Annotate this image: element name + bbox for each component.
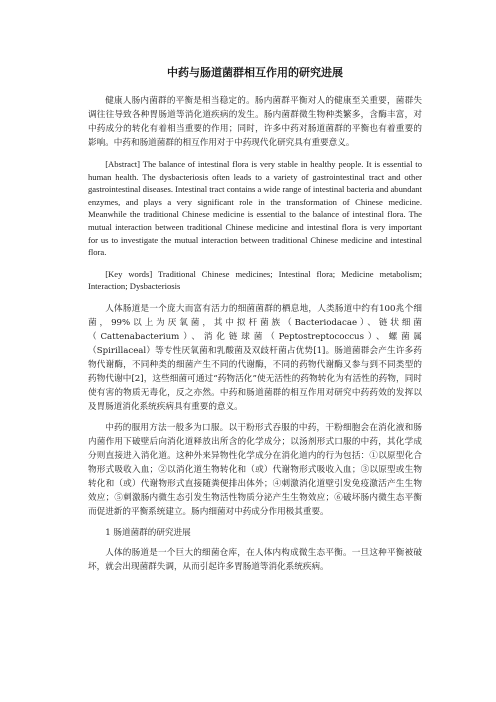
section-heading-1: 1 肠道菌群的研究进展: [105, 527, 191, 538]
body-text: [88, 302, 422, 519]
abstract-english: [Abstract] The balance of intestinal flora is very stable in healthy people. It is essential to human health. The dysbacteriosis often leads to a variety of gastrointestinal tract and other gastrointestinal diseases. Intestinal tract contains a wide range of intestinal bacteria and abundant enzymes, and plays a very significant role in the transformation of Chinese medicine. Meanwhile the traditional Chinese medicine is essential to the balance of intestinal flora. The mutual interaction between traditional Chinese medicine and intestinal flora is very important for us to investigate the mutual interaction between traditional Chinese medicine and intestinal flora.: [88, 159, 422, 258]
abstract-chinese: 健康人肠内菌群的平衡是相当稳定的。肠内菌群平衡对人的健康至关重要，菌群失调往往导致各种胃肠道等消化道疾病的发生。肠内菌群微生物种类繁多，含酶丰富，对中药成分的转化有着相当重要的作用；同时，许多中药对肠道菌群的平衡也有着重要的影响。中药和肠道菌群的相互作用对于中药现代化研究具有重要意义。: [88, 96, 422, 148]
keywords-english: [Key words] Traditional Chinese medicines; Intestinal flora; Medicine metabolism; Interaction; Dysbacteriosis: [88, 268, 422, 292]
body-paragraph-1: 人体肠道是一个庞大而富有活力的细菌菌群的栖息地，人类肠道中约有100兆个细菌，99%以上为厌氧菌，其中拟杆菌族（Bacteriodacae）、链状细菌（Cattenabacterium）、消化链球菌（Peptostreptococcus）、螺菌属（Spirillaceal）等专性厌氧菌和乳酸菌及双歧杆菌占优势[1]。肠道菌群会产生许多药物代谢酶，不同种类的细菌产生不同的代谢酶，不同的药物代谢酶又参与到不同类型的药物代谢中[2]，这些细菌可通过“药物活化”使无活性的药物转化为有活性的药物，同时使有害的物质无毒化，反之亦然。中药和肠道菌群的相互作用对研究中药药效的发挥以及胃肠道消化系统疾病具有重要的意义。: [88, 303, 422, 412]
document-title: 中药与肠道菌群相互作用的研究进展: [167, 66, 343, 79]
body-paragraph-2: 中药的服用方法一般多为口服。以干粉形式吞服的中药，干粉细胞会在消化液和肠内菌作用下破壁后向消化道释放出所含的化学成分；以汤剂形式口服的中药，其化学成分则直接进入消化道。这种外来异物性化学成分在消化道内的行为包括：①以原型化合物形式吸收入血；②以消化道生物转化和（或）代谢物形式吸收入血；③以原型或生物转化和（或）代谢物形式直接随粪便排出体外；④刺激消化道壁引发免疫激活产生生物效应；⑤刺激肠内微生态引发生物活性物质分泌产生生物效应；⑥破坏肠内微生态平衡而促进新的平衡系统建立。肠内细菌对中药成分作用极其重要。: [88, 422, 422, 517]
body-paragraph-3: 人体的肠道是一个巨大的细菌仓库，在人体内构成微生态平衡。一旦这种平衡被破坏，就会出现菌群失调，从而引起许多胃肠道等消化系统疾病。: [88, 547, 422, 572]
